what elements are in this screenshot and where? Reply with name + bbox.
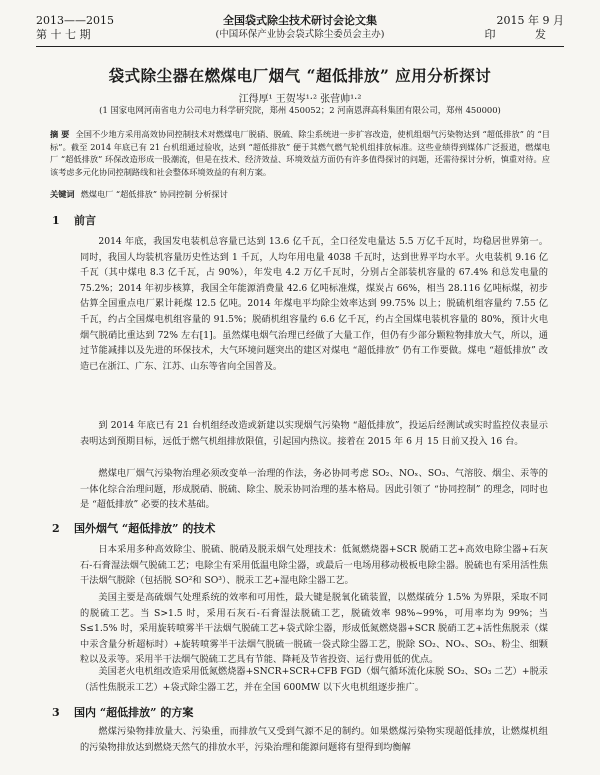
keywords-label: 关键词 xyxy=(50,189,75,199)
section-title: 国外烟气 “超低排放” 的技术 xyxy=(74,522,216,535)
header-right xyxy=(485,14,565,42)
header-left xyxy=(36,14,114,42)
header-volume: 第 十 七 期 xyxy=(36,28,91,41)
section-number: 3 xyxy=(52,706,60,719)
abstract-text: 全国不少地方采用高效协同控制技术对燃煤电厂脱硝、脱硫、除尘系统进一步扩容改造，使机组烟气污染物达到 “超低排放” 的 “目标”。截至 2014 年底已有 21 台机组通过验收，达到 “超低排放” 便于其燃气燃气轮机组排放标准。这些业绩得到媒体广泛报道，燃煤电厂 “超低排放” 环保改造形成一股潮流，但是在技术、经济效益、环境效益方面仍有许多值得探讨的问题，还需待探讨分析，慎重对待。应该考虑多元化协同控制路线和社会整体环境效益的有利方案。 xyxy=(50,129,550,177)
section-heading-3 xyxy=(52,704,193,720)
header-issued: 印 发 xyxy=(484,28,564,41)
paragraph-3: 燃煤电厂烟气污染物治理必须改变单一治理的作法，务必协同考虑 SO₂、NOₓ、SO₃、气溶胶、烟尘、汞等的一体化综合治理问题，形成脱硝、脱硫、除尘、脱汞协同治理的基本格局。因此引领了 “协同控制” 的理念，同时也是 “超低排放” 必要的技术基础。 xyxy=(80,468,548,511)
section-heading-1 xyxy=(52,212,96,228)
section-heading-2 xyxy=(52,520,215,536)
section-number: 1 xyxy=(52,214,60,227)
section-title: 国内 “超低排放” 的方案 xyxy=(74,706,194,719)
paragraph-7: 燃煤污染物排放量大、污染重，而排放气又受到气源不足的制约。如果燃煤污染物实现超低排放，让燃煤机组的污染物排放达到燃烧天然气的排放水平，污染治理和能源问题将有望得到均衡解 xyxy=(80,726,548,753)
paragraph-4: 日本采用多种高效除尘、脱硫、脱硝及脱汞烟气处理技术：低氮燃烧器+SCR 脱硝工艺+高效电除尘器+石灰石-石膏湿法烟气脱硫工艺；电除尘有采用低温电除尘器，或最后一电场用移动极板电除尘器。脱硫也有采用活性焦干法烟气脱除（包括脱 SO²和 SO³）、脱汞工艺+湿电除尘器工艺。 xyxy=(80,544,548,587)
section-title: 前言 xyxy=(74,214,96,227)
keywords-text: 燃煤电厂 “超低排放” 协同控制 分析探讨 xyxy=(80,189,228,199)
paper-affiliation: (1 国家电网河南省电力公司电力科学研究院，郑州 450052；2 河南恩湃高科集团有限公司，郑州 450000) xyxy=(99,105,501,115)
abstract xyxy=(50,128,550,178)
paragraph-5: 美国主要是高硫烟气处理系统的效率和可用性，最大键是脱氧化硫装置，以燃煤硫分 1.5% 为界限，采取不同的脱硫工艺。当 S>1.5 时，采用石灰石-石膏湿法脱硫工艺，脱硫效率 98%~99%，可用率均为 99%；当 S≤1.5% 时，采用旋转喷雾半干法烟气脱硫工艺+袋式除尘器，形成低氮燃烧器+SCR 脱硝工艺+活性焦脱汞（煤中汞含量分析超标时）+旋转喷雾半干法烟气脱硫一脱硫一袋式除尘器工艺，脱除 SO₂、NOₓ、SO₃、粉尘、细颗粒以及汞等。采用半干法烟气脱硫工艺具有节能、降耗及节省投资、运行费用低的优点。 xyxy=(80,592,548,666)
header-date: 2015 年 9 月 xyxy=(496,14,564,27)
paragraph-1: 2014 年底，我国发电装机总容量已达到 13.6 亿千瓦，全口径发电量达 5.5 万亿千瓦时，均稳居世界第一。同时，我国人均装机容量历史性达到 1 千瓦，人均年用电量 4038 千瓦时，达到世界平均水平。火电装机 9.16 亿千瓦（其中煤电 8.3 亿千瓦，占 90%），年发电 4.2 万亿千瓦时，分别占全部装机容量的 67.4% 和总发电量的 75.2%；2014 年初步核算，我国全年能源消费量 42.6 亿吨标准煤，煤炭占 66%，相当 28.116 亿吨标煤，初步估算全国重点电厂累计耗煤 12.5 亿吨。2014 年煤电平均除尘效率达到 99.75% 以上；脱硫机组容量约 7.55 亿千瓦，约占全国煤电机组容量的 91.5%；脱硝机组容量约 6.6 亿千瓦，约占全国煤电装机容量的 80%，预计火电烟气脱硝比重达到 72% 左右[1]。虽然煤电烟气治理已经做了大量工作，但仍有少部分颗粒物排放大气，所以，通过节能减排以及先进的环保技术，大气环境问题突出的建区对煤电 “超低排放” 仍有工作要做。煤电 “超低排放” 改造已在浙江、广东、江苏、山东等省向全国普及。 xyxy=(80,236,548,372)
paragraph-6: 美国老火电机组改造采用低氮燃烧器+SNCR+SCR+CFB FGD（烟气循环流化床脱 SO₂、SO₃ 二艺）+脱汞（活性焦脱汞工艺）+袋式除尘器工艺，并在全国 600MW 以下火电机组逐步推广。 xyxy=(80,666,548,693)
section-number: 2 xyxy=(52,522,60,535)
header-rule xyxy=(36,46,564,47)
header-journal-title: 全国袋式除尘技术研讨会论文集 xyxy=(223,14,377,27)
header-journal-sub: (中国环保产业协会袋式除尘委员会主办) xyxy=(215,29,385,40)
paragraph-2: 到 2014 年底已有 21 台机组经改造或新建以实现烟气污染物 “超低排放”，投运后经测试或实时监控仪表显示表明达到预期目标，远低于燃气机组排放限值，引起国内热议。接着在 2015 年 6 月 15 日前又投入 16 台。 xyxy=(80,420,548,447)
abstract-label: 摘 要 xyxy=(50,129,70,139)
header-years: 2013——2015 xyxy=(36,14,114,27)
paper-authors: 江得厚¹ 王贺岑¹·² 张营帅¹·² xyxy=(238,94,362,105)
keywords xyxy=(50,189,550,200)
paper-title: 袋式除尘器在燃煤电厂烟气 “超低排放” 应用分析探讨 xyxy=(108,66,492,85)
header-center xyxy=(156,14,444,42)
journal-header xyxy=(36,14,564,46)
